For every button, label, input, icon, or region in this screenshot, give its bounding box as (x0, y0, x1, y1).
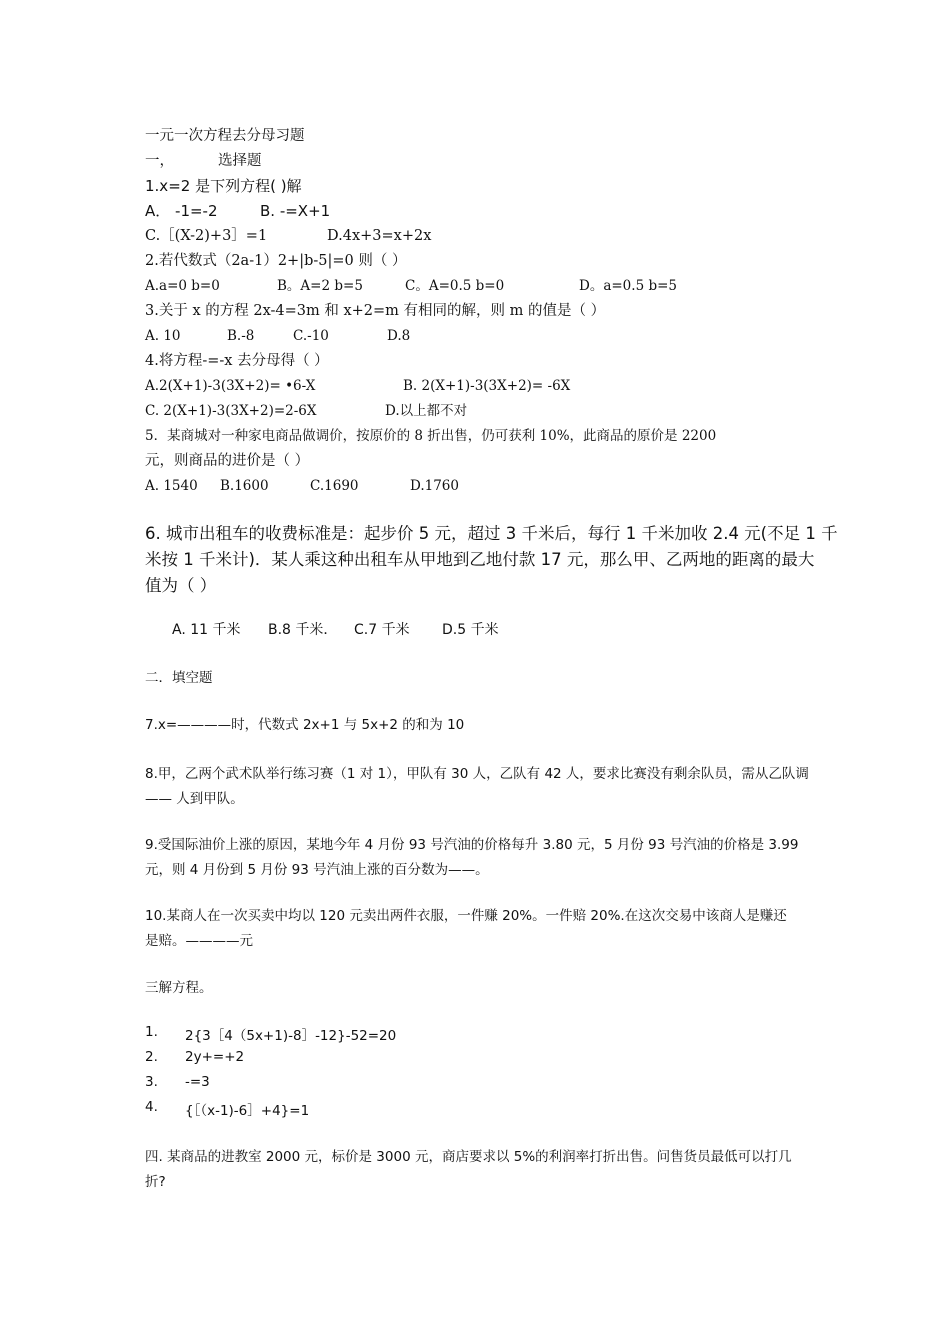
question-1-option-b: B. -=X+1 (260, 202, 331, 220)
question-6-stem-line-3: 值为（ ） (145, 576, 217, 595)
question-10-line-2: 是赔。————元 (145, 933, 253, 949)
question-10-line-1: 10.某商人在一次买卖中均以 120 元卖出两件衣服，一件赚 20%。一件赔 20%.在这次交易中该商人是赚还 (145, 908, 787, 924)
question-3-options (145, 324, 410, 349)
question-6-option-b: B.8 千米． (268, 622, 338, 638)
section-4-line-1: 四. 某商品的进教室 2000 元，标价是 3000 元，商店要求以 5%的利润率打折出售。问售货员最低可以打几 (145, 1149, 792, 1165)
question-4-option-b: B. 2(X+1)-3(3X+2)= -6X (403, 378, 571, 394)
equation-text: 2y+=+2 (185, 1049, 245, 1065)
question-5-option-b: B.1600 (220, 478, 269, 494)
section-2-heading: 二．填空题 (145, 670, 213, 686)
question-6-option-c: C.7 千米 (354, 622, 410, 638)
equation-text: 2{3［4（5x+1)-8］-12}-52=20 (185, 1028, 397, 1044)
question-8-line-2: —— 人到甲队。 (145, 791, 244, 807)
question-1-stem: 1.x=2 是下列方程( )解 (145, 177, 302, 195)
document-title: 一元一次方程去分母习题 (145, 128, 305, 144)
section-1-heading (145, 149, 262, 174)
question-1-option-c: C.［(X-2)+3］=1 (145, 228, 268, 244)
question-4-stem: 4.将方程-=-x 去分母得（ ） (145, 353, 329, 369)
question-3-option-a: A. 10 (145, 328, 181, 344)
question-4-option-a: A.2(X+1)-3(3X+2)= •6-X (145, 378, 316, 394)
question-5-stem-line-2: 元，则商品的进价是（ ） (145, 453, 310, 469)
question-1-options-cd (145, 224, 431, 249)
question-4-option-c: C. 2(X+1)-3(3X+2)=2-6X (145, 403, 317, 419)
question-1-option-d: D.4x+3=x+2x (327, 228, 432, 244)
question-8-line-1: 8.甲，乙两个武术队举行练习赛（1 对 1），甲队有 30 人，乙队有 42 人，要求比赛没有剩余队员，需从乙队调 (145, 766, 809, 782)
question-2-option-a: A.a=0 b=0 (145, 278, 220, 294)
question-2-stem: 2.若代数式（2a-1）2+|b-5|=0 则（ ） (145, 253, 407, 269)
equation-number: 3. (145, 1074, 158, 1090)
section-1-number: 一， (145, 153, 174, 169)
question-1-options-ab (145, 199, 330, 224)
question-9-line-2: 元，则 4 月份到 5 月份 93 号汽油上涨的百分数为——。 (145, 862, 489, 878)
question-9-line-1: 9.受国际油价上涨的原因，某地今年 4 月份 93 号汽油的价格每升 3.80 元，5 月份 93 号汽油的价格是 3.99 (145, 837, 799, 853)
question-5-option-d: D.1760 (410, 478, 459, 494)
question-4-options-ab (145, 374, 570, 399)
question-5-options (145, 474, 459, 499)
question-3-option-c: C.-10 (293, 328, 329, 344)
question-5-option-a: A. 1540 (145, 478, 198, 494)
question-5-stem-line-1: 5．某商城对一种家电商品做调价，按原价的 8 折出售，仍可获利 10%，此商品的原价是 2200 (145, 428, 717, 444)
question-3-option-d: D.8 (387, 328, 411, 344)
question-2-option-b: B。A=2 b=5 (277, 278, 363, 294)
section-3-heading: 三解方程。 (145, 980, 213, 996)
question-6-stem-line-1: 6. 城市出租车的收费标准是：起步价 5 元，超过 3 千米后，每行 1 千米加收 2.4 元(不足 1 千 (145, 524, 838, 543)
question-2-option-c: C。A=0.5 b=0 (405, 278, 505, 294)
question-3-stem: 3.关于 x 的方程 2x-4=3m 和 x+2=m 有相同的解，则 m 的值是（ ） (145, 303, 606, 319)
question-4-option-d: D.以上都不对 (385, 403, 468, 419)
equation-text: {［（x-1)-6］+4}=1 (185, 1103, 310, 1119)
question-6-stem-line-2: 米按 1 千米计)．某人乘这种出租车从甲地到乙地付款 17 元，那么甲、乙两地的距离的最大 (145, 550, 815, 569)
equation-number: 1. (145, 1024, 158, 1040)
question-6-option-d: D.5 千米 (442, 622, 499, 638)
equation-number: 2. (145, 1049, 158, 1065)
equation-text: -=3 (185, 1074, 210, 1090)
question-4-options-cd (145, 399, 467, 424)
question-2-options (145, 274, 677, 299)
question-3-option-b: B.-8 (227, 328, 255, 344)
question-7: 7.x=————时，代数式 2x+1 与 5x+2 的和为 10 (145, 717, 465, 733)
question-2-option-d: D。a=0.5 b=5 (579, 278, 677, 294)
equation-number: 4. (145, 1099, 158, 1115)
question-6-option-a: A. 11 千米 (172, 622, 241, 638)
question-1-option-a: A． -1=-2 (145, 202, 218, 220)
section-1-title: 选择题 (218, 153, 262, 169)
question-5-option-c: C.1690 (310, 478, 359, 494)
question-6-options (172, 620, 499, 640)
section-4-line-2: 折? (145, 1174, 166, 1190)
